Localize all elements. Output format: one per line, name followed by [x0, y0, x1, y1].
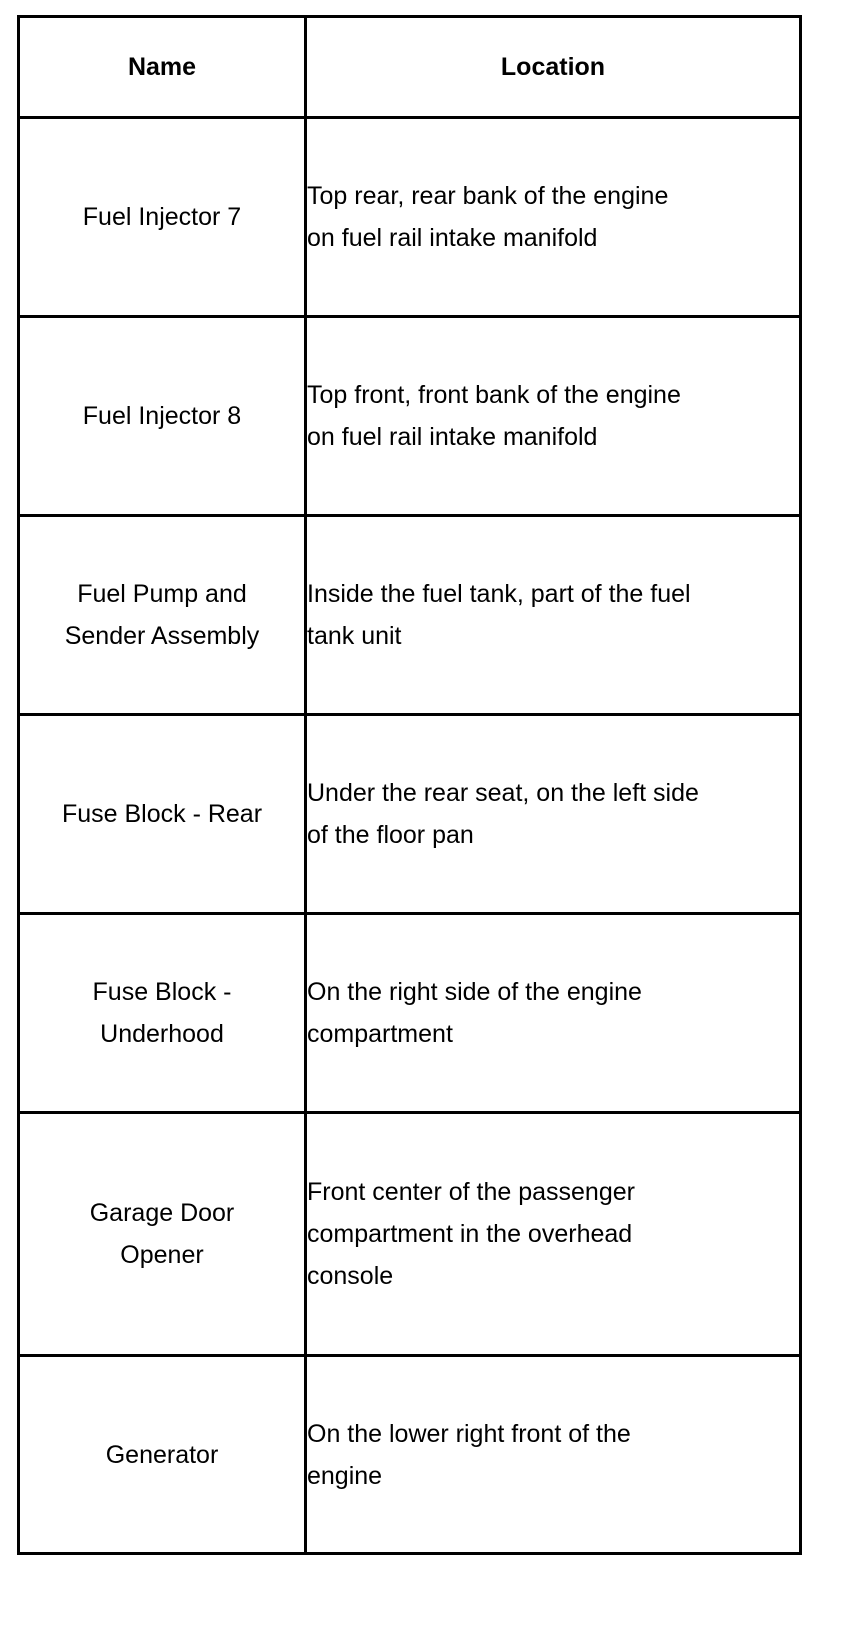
location-cell — [306, 1356, 801, 1554]
location-cell — [306, 118, 801, 317]
name-cell — [19, 118, 306, 317]
column-header-name: Name — [19, 17, 306, 118]
location-text: on fuel rail intake manifold — [307, 423, 598, 451]
table-row — [19, 1113, 801, 1356]
location-text: console — [307, 1262, 394, 1290]
table-row — [19, 914, 801, 1113]
location-text: on fuel rail intake manifold — [307, 224, 598, 252]
location-cell — [306, 1113, 801, 1356]
location-text: Top front, front bank of the engine — [307, 381, 681, 409]
location-text: Front center of the passenger — [307, 1178, 635, 1206]
name-text: Fuel Pump and — [77, 580, 247, 608]
table-row — [19, 516, 801, 715]
location-text: of the floor pan — [307, 821, 474, 849]
name-text: Garage Door — [89, 1199, 235, 1227]
location-text: Inside the fuel tank, part of the fuel — [307, 580, 691, 608]
location-cell — [306, 914, 801, 1113]
name-cell — [19, 516, 306, 715]
table-row — [19, 118, 801, 317]
name-text: Opener — [120, 1241, 204, 1269]
name-cell — [19, 317, 306, 516]
name-text: Sender Assembly — [64, 622, 260, 650]
location-text: compartment in the overhead — [307, 1220, 633, 1248]
location-text: Top rear, rear bank of the engine — [307, 182, 669, 210]
location-cell — [306, 317, 801, 516]
name-cell — [19, 1356, 306, 1554]
name-text: Underhood — [100, 1020, 224, 1048]
location-text: On the lower right front of the — [307, 1419, 631, 1448]
location-text: Under the rear seat, on the left side — [307, 779, 699, 807]
name-cell — [19, 1113, 306, 1356]
component-location-table — [17, 15, 802, 1555]
table-row — [19, 1356, 801, 1554]
name-cell — [19, 914, 306, 1113]
table-row — [19, 317, 801, 516]
table-row — [19, 715, 801, 914]
name-text: Fuel Injector 8 — [82, 402, 242, 430]
location-text: engine — [307, 1461, 383, 1490]
location-cell — [306, 715, 801, 914]
name-text: Fuel Injector 7 — [82, 203, 242, 231]
name-cell — [19, 715, 306, 914]
column-header-location: Location — [306, 17, 801, 118]
location-text: On the right side of the engine — [307, 978, 642, 1006]
name-text: Fuse Block - — [92, 978, 232, 1006]
location-cell — [306, 516, 801, 715]
name-text: Generator — [105, 1440, 219, 1469]
location-text: tank unit — [307, 622, 402, 650]
name-text: Fuse Block - Rear — [61, 800, 263, 828]
table-header-row — [19, 17, 801, 118]
component-location-table-container — [17, 15, 799, 1555]
location-text: compartment — [307, 1020, 453, 1048]
